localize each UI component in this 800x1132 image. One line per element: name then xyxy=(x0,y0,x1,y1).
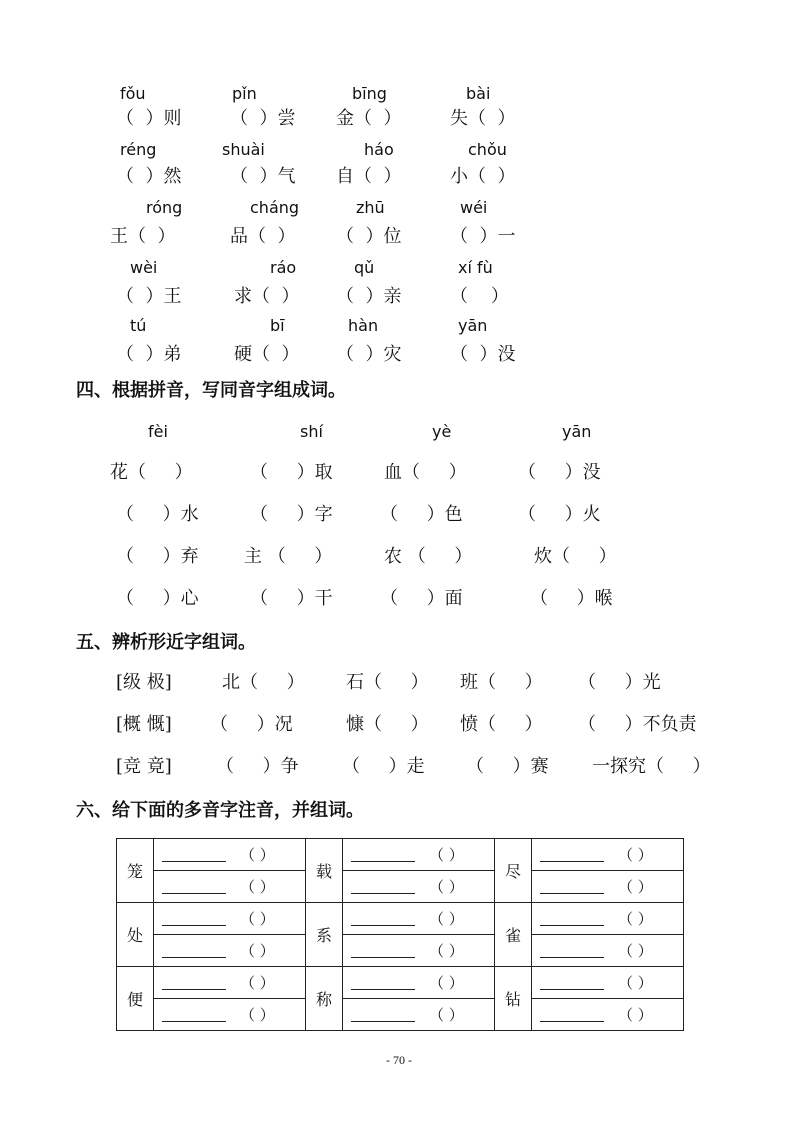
word-blank[interactable] xyxy=(162,879,226,894)
pinyin-shuai: shuài xyxy=(222,140,265,159)
table-row xyxy=(117,999,684,1031)
answer-cell[interactable] xyxy=(532,967,684,999)
pinyin-paren: （ ） xyxy=(618,846,653,864)
word-blank[interactable] xyxy=(540,879,604,894)
pinyin-yan-2: yān xyxy=(562,422,592,441)
word-blank[interactable] xyxy=(162,975,226,990)
polyphonic-char: 笼 xyxy=(117,839,154,903)
pair-label-ji: [级 极] xyxy=(116,672,172,693)
word-xi-fu: （ ） xyxy=(450,286,509,307)
word-xiao-chou: 小（ ） xyxy=(450,166,516,187)
polyphonic-char: 处 xyxy=(117,903,154,967)
hom-qu: （ ）取 xyxy=(250,462,333,483)
hom-mo: （ ）没 xyxy=(518,462,601,483)
word-fou-ze: （ ）则 xyxy=(116,108,182,129)
pinyin-fei: fèi xyxy=(148,422,168,441)
pinyin-paren: （ ） xyxy=(429,846,464,864)
answer-cell[interactable] xyxy=(154,903,306,935)
polyphonic-char: 系 xyxy=(306,903,343,967)
pair-ji-shi: 石（ ） xyxy=(346,672,429,693)
word-reng-ran: （ ）然 xyxy=(116,166,182,187)
word-wang-rong: 王（ ） xyxy=(110,226,176,247)
pinyin-paren: （ ） xyxy=(429,942,464,960)
word-blank[interactable] xyxy=(351,943,415,958)
word-han-zai: （ ）灾 xyxy=(336,344,402,365)
answer-cell[interactable] xyxy=(154,839,306,871)
pinyin-rao: ráo xyxy=(270,258,297,277)
answer-cell[interactable] xyxy=(154,935,306,967)
pinyin-paren: （ ） xyxy=(618,974,653,992)
hom-xue: 血（ ） xyxy=(384,462,467,483)
hom-xin: （ ）心 xyxy=(116,588,199,609)
word-blank[interactable] xyxy=(540,943,604,958)
word-blank[interactable] xyxy=(540,847,604,862)
answer-cell[interactable] xyxy=(343,935,495,967)
hom-shui: （ ）水 xyxy=(116,504,199,525)
table-row xyxy=(117,839,684,871)
hom-zhu: 主 （ ） xyxy=(244,546,333,567)
pinyin-paren: （ ） xyxy=(240,1006,275,1024)
hom-zi: （ ）字 xyxy=(250,504,333,525)
word-blank[interactable] xyxy=(162,911,226,926)
pinyin-hao: háo xyxy=(364,140,394,159)
hom-gan: （ ）干 xyxy=(250,588,333,609)
pinyin-yan-1: yān xyxy=(458,316,488,335)
answer-cell[interactable] xyxy=(154,967,306,999)
pinyin-wei-1: wéi xyxy=(460,198,488,217)
word-blank[interactable] xyxy=(351,1007,415,1022)
word-blank[interactable] xyxy=(351,879,415,894)
pinyin-xi-fu: xí fù xyxy=(458,258,493,277)
pair-label-kai: [概 慨] xyxy=(116,714,172,735)
pair-jing-zou: （ ）走 xyxy=(342,756,425,777)
pair-label-jing: [竞 竟] xyxy=(116,756,172,777)
word-pin-chang: （ ）尝 xyxy=(230,108,296,129)
hom-nong: 农 （ ） xyxy=(384,546,473,567)
word-blank[interactable] xyxy=(162,847,226,862)
heading-5: 五、辨析形近字组词。 xyxy=(76,632,256,653)
word-wei-wang: （ ）王 xyxy=(116,286,182,307)
answer-cell[interactable] xyxy=(154,871,306,903)
word-shi-bai: 失（ ） xyxy=(450,108,516,129)
pinyin-paren: （ ） xyxy=(429,910,464,928)
pinyin-paren: （ ） xyxy=(240,910,275,928)
pinyin-fou: fǒu xyxy=(120,84,146,103)
answer-cell[interactable] xyxy=(343,967,495,999)
word-jin-bing: 金（ ） xyxy=(336,108,402,129)
page-number: - 70 - xyxy=(386,1053,412,1067)
heading-4: 四、根据拼音，写同音字组成词。 xyxy=(76,380,346,401)
polyphonic-char: 便 xyxy=(117,967,154,1031)
word-qiu-rao: 求（ ） xyxy=(234,286,300,307)
pair-kai-kuang: （ ）况 xyxy=(210,714,293,735)
pinyin-paren: （ ） xyxy=(429,878,464,896)
pinyin-reng: réng xyxy=(120,140,157,159)
word-yan-mo: （ ）没 xyxy=(450,344,516,365)
word-blank[interactable] xyxy=(540,911,604,926)
table-row xyxy=(117,935,684,967)
answer-cell[interactable] xyxy=(154,999,306,1031)
pinyin-pin: pǐn xyxy=(232,84,257,103)
table-row xyxy=(117,967,684,999)
hom-qi: （ ）弃 xyxy=(116,546,199,567)
hom-hou: （ ）喉 xyxy=(530,588,613,609)
word-blank[interactable] xyxy=(540,975,604,990)
hom-chui: 炊（ ） xyxy=(534,546,617,567)
pair-ji-bei: 北（ ） xyxy=(222,672,305,693)
word-ying-bi: 硬（ ） xyxy=(234,344,300,365)
answer-cell[interactable] xyxy=(343,903,495,935)
answer-cell[interactable] xyxy=(343,999,495,1031)
pinyin-paren: （ ） xyxy=(618,1006,653,1024)
pair-kai-buzeren: （ ）不负责 xyxy=(578,714,697,735)
pinyin-paren: （ ） xyxy=(429,974,464,992)
pinyin-paren: （ ） xyxy=(240,974,275,992)
pinyin-qu: qǔ xyxy=(354,258,375,277)
hom-mian: （ ）面 xyxy=(380,588,463,609)
word-qu-qin: （ ）亲 xyxy=(336,286,402,307)
pinyin-paren: （ ） xyxy=(240,942,275,960)
hom-huo: （ ）火 xyxy=(518,504,601,525)
answer-cell[interactable] xyxy=(343,839,495,871)
pair-ji-guang: （ ）光 xyxy=(578,672,661,693)
table-row xyxy=(117,871,684,903)
answer-cell[interactable] xyxy=(532,999,684,1031)
hom-se: （ ）色 xyxy=(380,504,463,525)
pinyin-shi: shí xyxy=(300,422,323,441)
pinyin-bi: bī xyxy=(270,316,285,335)
pinyin-wei-2: wèi xyxy=(130,258,158,277)
pinyin-paren: （ ） xyxy=(618,878,653,896)
table-row xyxy=(117,903,684,935)
pinyin-chang: cháng xyxy=(250,198,300,217)
pinyin-bing: bīng xyxy=(352,84,387,103)
pair-jing-zheng: （ ）争 xyxy=(216,756,299,777)
pinyin-paren: （ ） xyxy=(618,910,653,928)
pair-kai-kang: 慷（ ） xyxy=(346,714,429,735)
pinyin-tu: tú xyxy=(130,316,147,335)
answer-cell[interactable] xyxy=(532,871,684,903)
answer-cell[interactable] xyxy=(532,839,684,871)
pinyin-paren: （ ） xyxy=(240,878,275,896)
word-zi-hao: 自（ ） xyxy=(336,166,402,187)
word-pin-chang-2: 品（ ） xyxy=(230,226,296,247)
answer-cell[interactable] xyxy=(532,935,684,967)
pinyin-ye: yè xyxy=(432,422,452,441)
word-blank[interactable] xyxy=(540,1007,604,1022)
pinyin-paren: （ ） xyxy=(618,942,653,960)
word-shuai-qi: （ ）气 xyxy=(230,166,296,187)
pair-jing-tanjiu: 一探究（ ） xyxy=(592,756,711,777)
word-blank[interactable] xyxy=(351,911,415,926)
hom-hua: 花（ ） xyxy=(110,462,193,483)
word-wei-yi: （ ）一 xyxy=(450,226,516,247)
pinyin-zhu: zhū xyxy=(356,198,385,217)
pinyin-chou: chǒu xyxy=(468,140,507,159)
word-blank[interactable] xyxy=(351,975,415,990)
polyphonic-table xyxy=(116,838,684,1031)
word-tu-di: （ ）弟 xyxy=(116,344,182,365)
polyphonic-char: 钻 xyxy=(495,967,532,1031)
word-blank[interactable] xyxy=(162,943,226,958)
polyphonic-char: 雀 xyxy=(495,903,532,967)
pair-ji-ban: 班（ ） xyxy=(460,672,543,693)
word-blank[interactable] xyxy=(351,847,415,862)
word-blank[interactable] xyxy=(162,1007,226,1022)
pair-jing-sai: （ ）赛 xyxy=(466,756,549,777)
pinyin-paren: （ ） xyxy=(240,846,275,864)
answer-cell[interactable] xyxy=(343,871,495,903)
answer-cell[interactable] xyxy=(532,903,684,935)
pinyin-paren: （ ） xyxy=(429,1006,464,1024)
pinyin-bai: bài xyxy=(466,84,491,103)
polyphonic-char: 称 xyxy=(306,967,343,1031)
word-zhu-wei: （ ）位 xyxy=(336,226,402,247)
polyphonic-char: 载 xyxy=(306,839,343,903)
pinyin-han: hàn xyxy=(348,316,379,335)
polyphonic-char: 尽 xyxy=(495,839,532,903)
pinyin-rong: róng xyxy=(146,198,183,217)
heading-6: 六、给下面的多音字注音，并组词。 xyxy=(76,800,364,821)
pair-kai-fen: 愤（ ） xyxy=(460,714,543,735)
